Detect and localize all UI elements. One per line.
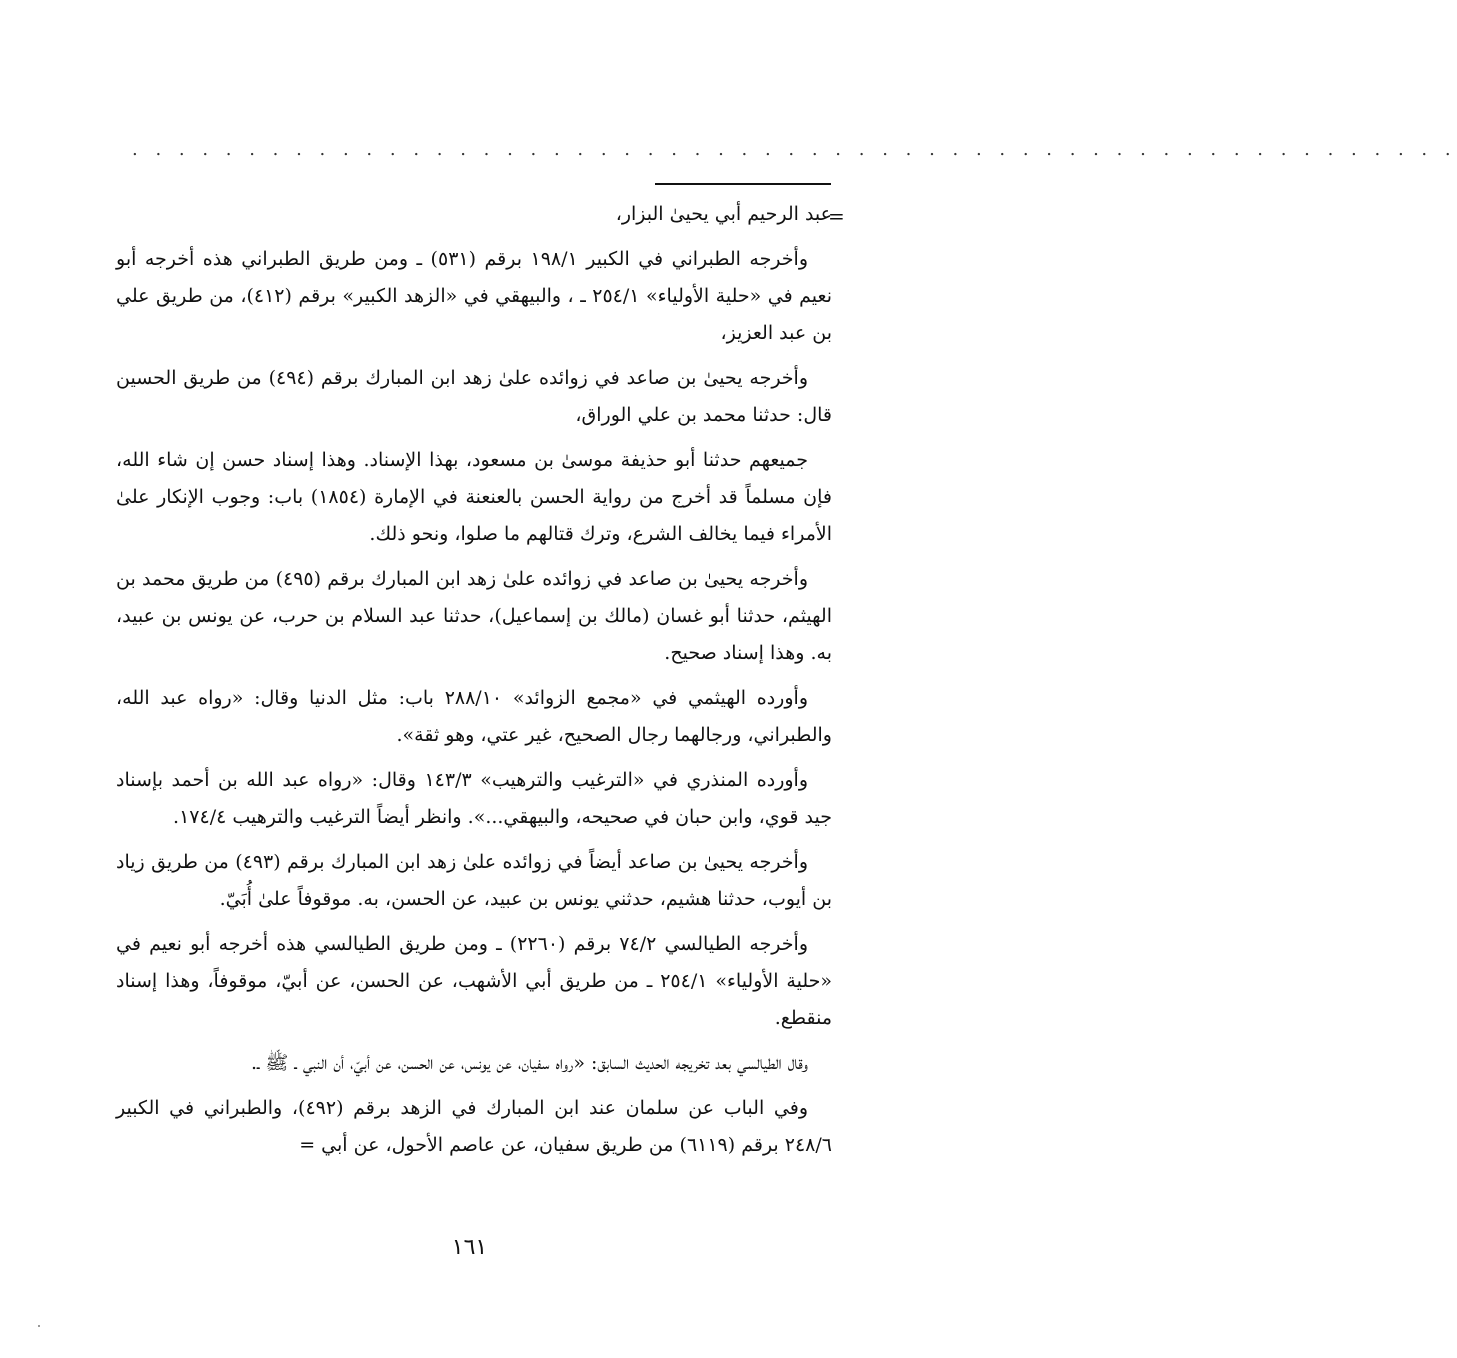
- page-number: ١٦١: [451, 1235, 488, 1260]
- footnote-paragraph: وقال الطيالسي بعد تخريجه الحديث السابق: «رواه سفيان، عن يونس، عن الحسن، عن أبيّ، أن النبي ـ ﷺ ـ.: [250, 1052, 808, 1074]
- footnote-paragraph: وأخرجه يحيىٰ بن صاعد في زوائده علىٰ زهد ابن المبارك برقم (٤٩٥) من طريق محمد بن الهيثم، حدثنا أبو غسان (مالك بن إسماعيل)، حدثنا عبد السلام بن حرب، عن يونس بن عبيد، به. وهذا إسناد صحيح.: [116, 568, 832, 664]
- footnote-paragraph: عبد الرحيم أبي يحيىٰ البزار،: [615, 203, 832, 225]
- footnote-paragraph: وأخرجه يحيىٰ بن صاعد أيضاً في زوائده علىٰ زهد ابن المبارك برقم (٤٩٣) من طريق زياد بن أيوب، حدثنا هشيم، حدثني يونس بن عبيد، عن الحسن، به. موقوفاً علىٰ أُبَيّ.: [116, 851, 832, 910]
- dot-leader: . . . . . . . . . . . . . . . . . . . . . . . . . . . . . . . . . . . . . . . . . . . . . . . . . . . . . . . . .: [132, 139, 1457, 160]
- footnote-paragraph: وأخرجه يحيىٰ بن صاعد في زوائده علىٰ زهد ابن المبارك برقم (٤٩٤) من طريق الحسين قال: حدثنا محمد بن علي الوراق،: [116, 367, 832, 426]
- footnote-paragraph: وأورده المنذري في «الترغيب والترهيب» ١٤٣/٣ وقال: «رواه عبد الله بن أحمد بإسناد جيد قوي، وابن حبان في صحيحه، والبيهقي...». وانظر أيضاً الترغيب والترهيب ١٧٤/٤.: [116, 769, 832, 828]
- footnote-paragraph: وأخرجه الطيالسي ٧٤/٢ برقم (٢٢٦٠) ـ ومن طريق الطيالسي هذه أخرجه أبو نعيم في «حلية الأولياء» ٢٥٤/١ ـ من طريق أبي الأشهب، عن الحسن، عن أبيّ، موقوفاً، وهذا إسناد منقطع.: [116, 933, 832, 1029]
- footnote-paragraph: جميعهم حدثنا أبو حذيفة موسىٰ بن مسعود، بهذا الإسناد. وهذا إسناد حسن إن شاء الله، فإن مسلماً قد أخرج من رواية الحسن بالعنعنة في الإمارة (١٨٥٤) باب: وجوب الإنكار علىٰ الأمراء فيما يخالف الشرع، وترك قتالهم ما صلوا، ونحو ذلك.: [116, 449, 832, 545]
- footnote-paragraph: وأورده الهيثمي في «مجمع الزوائد» ٢٨٨/١٠ باب: مثل الدنيا وقال: «رواه عبد الله، والطبراني، ورجالهما رجال الصحيح، غير عتي، وهو ثقة».: [116, 687, 832, 746]
- footnote-paragraph: وأخرجه الطبراني في الكبير ١٩٨/١ برقم (٥٣١) ـ ومن طريق الطبراني هذه أخرجه أبو نعيم في «حلية الأولياء» ٢٥٤/١ ـ ، والبيهقي في «الزهد الكبير» برقم (٤١٢)، من طريق علي بن عبد العزيز،: [116, 248, 832, 344]
- continuation-mark: =: [828, 204, 845, 228]
- footnote-paragraph: وفي الباب عن سلمان عند ابن المبارك في الزهد برقم (٤٩٢)، والطبراني في الكبير ٢٤٨/٦ برقم (٦١١٩) من طريق سفيان، عن عاصم الأحول، عن أبي =: [116, 1097, 832, 1156]
- footnote-separator-rule: [655, 183, 831, 185]
- scan-speck: [38, 1325, 40, 1327]
- footnote-block: [116, 196, 832, 1172]
